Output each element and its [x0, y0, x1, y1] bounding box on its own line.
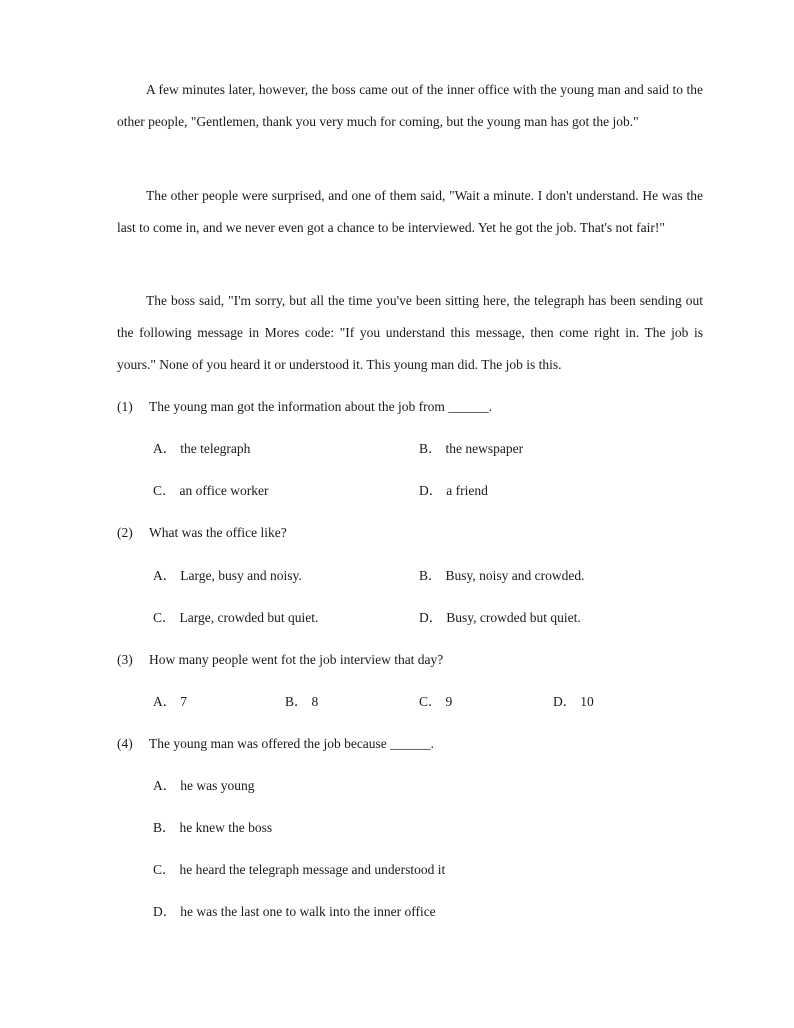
- option-letter: C．: [153, 483, 176, 498]
- question-3: [117, 650, 703, 670]
- option-letter: B．: [285, 694, 308, 709]
- question-4-option-a: [153, 776, 255, 796]
- option-text: Busy, crowded but quiet.: [446, 610, 581, 625]
- question-2-option-d: [419, 608, 581, 628]
- question-number: (2): [117, 525, 133, 540]
- option-letter: C．: [153, 862, 176, 877]
- option-letter: A．: [153, 694, 177, 709]
- question-1-option-c: [153, 481, 268, 501]
- question-1-option-a: [153, 439, 250, 459]
- question-1: [117, 397, 703, 417]
- option-letter: B．: [419, 441, 442, 456]
- option-letter: C．: [153, 610, 176, 625]
- question-number: (1): [117, 399, 133, 414]
- question-1-option-d: [419, 481, 488, 501]
- question-2-option-b: [419, 566, 585, 586]
- option-letter: D．: [419, 483, 443, 498]
- option-letter: D．: [419, 610, 443, 625]
- option-text: he knew the boss: [179, 820, 273, 835]
- question-2: [117, 523, 703, 543]
- option-text: he heard the telegraph message and understood it: [179, 862, 446, 877]
- option-text: Large, busy and noisy.: [180, 568, 302, 583]
- option-letter: A．: [153, 441, 177, 456]
- question-text: The young man was offered the job because ______.: [149, 736, 435, 751]
- question-text: The young man got the information about the job from ______.: [149, 399, 493, 414]
- option-text: Large, crowded but quiet.: [179, 610, 319, 625]
- option-text: an office worker: [179, 483, 269, 498]
- option-letter: D．: [553, 694, 577, 709]
- option-text: he was young: [180, 778, 255, 793]
- option-letter: C．: [419, 694, 442, 709]
- question-3-option-b: [285, 692, 318, 712]
- question-3-option-c: [419, 692, 452, 712]
- question-text: How many people went fot the job interview that day?: [149, 652, 444, 667]
- option-text: 10: [580, 694, 594, 709]
- question-2-option-c: [153, 608, 318, 628]
- question-4-option-d: [153, 902, 436, 922]
- question-number: (4): [117, 736, 133, 751]
- option-text: 8: [311, 694, 319, 709]
- option-text: 7: [180, 694, 187, 709]
- question-4-option-b: [153, 818, 272, 838]
- option-text: a friend: [446, 483, 488, 498]
- question-4: [117, 734, 703, 754]
- option-text: the telegraph: [180, 441, 251, 456]
- question-2-option-a: [153, 566, 302, 586]
- option-letter: B．: [419, 568, 442, 583]
- option-text: Busy, noisy and crowded.: [445, 568, 585, 583]
- passage-paragraph-2: The other people were surprised, and one of them said, "Wait a minute. I don't understand. He was the last to come in, and we never even got a chance to be interviewed. Yet he got the job. That's not fair!": [117, 188, 703, 235]
- option-letter: B．: [153, 820, 176, 835]
- option-letter: A．: [153, 568, 177, 583]
- question-3-option-a: [153, 692, 187, 712]
- option-text: the newspaper: [445, 441, 524, 456]
- option-text: he was the last one to walk into the inner office: [180, 904, 436, 919]
- passage-paragraph-1: A few minutes later, however, the boss came out of the inner office with the young man and said to the other people, "Gentlemen, thank you very much for coming, but the young man has got the job.": [117, 82, 703, 129]
- question-number: (3): [117, 652, 133, 667]
- question-text: What was the office like?: [149, 525, 287, 540]
- question-3-option-d: [553, 692, 594, 712]
- question-4-option-c: [153, 860, 445, 880]
- option-text: 9: [445, 694, 453, 709]
- option-letter: A．: [153, 778, 177, 793]
- passage-paragraph-3: The boss said, "I'm sorry, but all the time you've been sitting here, the telegraph has been sending out the following message in Mores code: "If you understand this message, then come right in. The job is yours." None of you heard it or understood it. This young man did. The job is this.: [117, 293, 703, 372]
- option-letter: D．: [153, 904, 177, 919]
- question-1-option-b: [419, 439, 523, 459]
